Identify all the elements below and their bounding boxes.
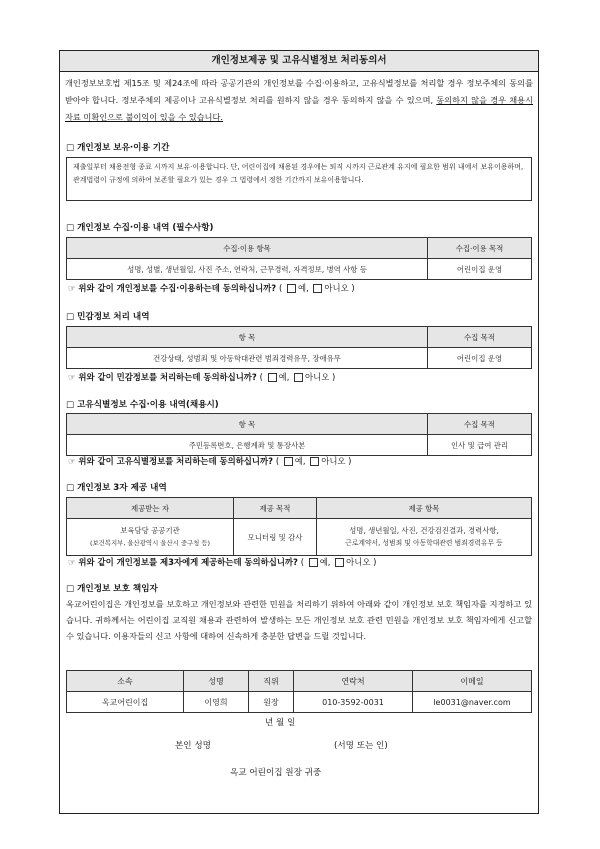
officer-col-org: 소속 bbox=[67, 671, 184, 692]
collection-item: 성명, 성별, 생년월일, 사진 주소, 연락처, 근무경력, 자격정보, 병역 사항 등 bbox=[67, 259, 428, 280]
officer-position: 원장 bbox=[249, 692, 294, 713]
sensitive-table bbox=[66, 326, 532, 369]
table-row bbox=[67, 435, 532, 456]
addressee: 옥교 어린이집 원장 귀중 bbox=[230, 768, 322, 778]
third-party-items-line2: 근로계약서, 성범죄 및 아동학대관련 범죄경력유무 등 bbox=[345, 539, 503, 547]
unique-id-no-checkbox[interactable] bbox=[310, 457, 319, 466]
sensitive-yes-label: 예, bbox=[278, 372, 290, 382]
third-party-items bbox=[317, 519, 532, 556]
date-line: 년 월 일 bbox=[265, 718, 296, 728]
signer-label: 본인 성명 bbox=[175, 741, 211, 751]
consent-form bbox=[59, 50, 539, 814]
collection-purpose: 어린이집 운영 bbox=[428, 259, 532, 280]
unique-id-yes-checkbox[interactable] bbox=[284, 457, 293, 466]
collection-consent: ☞ 위와 같이 개인정보를 수집·이용하는데 동의하십니까? ( 예, 아니오 ) bbox=[68, 283, 355, 293]
unique-id-heading: □ 고유식별정보 수집·이용 내역(채용시) bbox=[66, 400, 219, 410]
third-party-yes-label: 예, bbox=[319, 557, 331, 567]
sensitive-col-item: 항 목 bbox=[67, 327, 428, 348]
third-party-yes-checkbox[interactable] bbox=[309, 558, 318, 567]
officer-email: le0031@naver.com bbox=[413, 692, 532, 713]
unique-id-yes-label: 예, bbox=[294, 456, 306, 466]
third-party-recipient-sub: (보건복지부, 울산광역시 울산시 중구청 등) bbox=[89, 539, 211, 547]
intro-warning: 동의하지 않을 경우 채용시 자료 미확인으로 불이익이 있을 수 있습니다. bbox=[65, 95, 533, 122]
third-party-recipient bbox=[67, 519, 234, 556]
third-party-no-label: 아니오 bbox=[346, 557, 371, 567]
collection-no-checkbox[interactable] bbox=[313, 284, 322, 293]
table-row bbox=[67, 519, 532, 556]
sensitive-consent: ☞ 위와 같이 민감정보를 처리하는데 동의하십니까? ( 예, 아니오 ) bbox=[68, 372, 336, 382]
unique-id-no-label: 아니오 bbox=[321, 456, 346, 466]
sensitive-no-checkbox[interactable] bbox=[294, 373, 303, 382]
intro-paragraph bbox=[65, 75, 533, 126]
third-party-table bbox=[66, 497, 532, 556]
unique-id-consent-question: ☞ 위와 같이 고유식별정보를 처리하는데 동의하십니까? bbox=[68, 456, 273, 466]
signer-hint: (서명 또는 인) bbox=[334, 741, 388, 751]
third-party-col-recipient: 제공받는 자 bbox=[67, 498, 234, 519]
collection-heading: □ 개인정보 수집·이용 내역 (필수사항) bbox=[66, 223, 214, 233]
officer-phone: 010-3592-0031 bbox=[294, 692, 413, 713]
retention-text: 제출일부터 채용전형 종료 시까지 보유·이용합니다. 단, 어린이집에 채용된 경우에는 퇴직 시까지 근로관계 유지에 필요한 범위 내에서 보유이용하며, 관계법령이 규정에 의하여 보존할 필요가 있는 경우 그 법령에서 정한 기간까지 보유이용합니다. bbox=[66, 157, 532, 201]
unique-id-col-purpose: 수집 목적 bbox=[428, 414, 532, 435]
officer-table bbox=[66, 670, 532, 713]
third-party-recipient-main: 보육담당 공공기관 bbox=[120, 526, 180, 535]
unique-id-purpose: 인사 및 급여 관리 bbox=[428, 435, 532, 456]
sensitive-consent-question: ☞ 위와 같이 민감정보를 처리하는데 동의하십니까? bbox=[68, 372, 257, 382]
collection-table bbox=[66, 237, 532, 280]
third-party-heading: □ 개인정보 3자 제공 내역 bbox=[66, 483, 167, 493]
officer-col-position: 직위 bbox=[249, 671, 294, 692]
sensitive-col-purpose: 수집 목적 bbox=[428, 327, 532, 348]
retention-heading: □ 개인정보 보유·이용 기간 bbox=[66, 143, 170, 153]
sensitive-heading: □ 민감정보 처리 내역 bbox=[66, 312, 150, 322]
collection-no-label: 아니오 bbox=[324, 283, 349, 293]
table-row bbox=[67, 692, 532, 713]
third-party-purpose: 모니터링 및 감사 bbox=[234, 519, 317, 556]
sensitive-no-label: 아니오 bbox=[305, 372, 330, 382]
officer-name: 이영희 bbox=[184, 692, 249, 713]
third-party-consent: ☞ 위와 같이 개인정보를 제3자에게 제공하는데 동의하십니까? ( 예, 아니오 ) bbox=[68, 557, 377, 567]
officer-org: 옥교어린이집 bbox=[67, 692, 184, 713]
third-party-items-line1: 성명, 생년월일, 사진, 건강검진결과, 경력사항, bbox=[349, 526, 499, 535]
sensitive-item: 건강상태, 성범죄 및 아동학대관련 범죄경력유무, 장애유무 bbox=[67, 348, 428, 369]
officer-heading: □ 개인정보 보호 책임자 bbox=[66, 584, 158, 594]
third-party-no-checkbox[interactable] bbox=[335, 558, 344, 567]
unique-id-item: 주민등록번호, 은행계좌 및 통장사본 bbox=[67, 435, 428, 456]
officer-col-phone: 연락처 bbox=[294, 671, 413, 692]
third-party-consent-question: ☞ 위와 같이 개인정보를 제3자에게 제공하는데 동의하십니까? bbox=[68, 557, 298, 567]
unique-id-table bbox=[66, 413, 532, 456]
third-party-col-purpose: 제공 목적 bbox=[234, 498, 317, 519]
third-party-col-items: 제공 항목 bbox=[317, 498, 532, 519]
collection-yes-checkbox[interactable] bbox=[287, 284, 296, 293]
officer-col-name: 성명 bbox=[184, 671, 249, 692]
collection-col-purpose: 수집·이용 목적 bbox=[428, 238, 532, 259]
collection-col-item: 수집·이용 항목 bbox=[67, 238, 428, 259]
unique-id-col-item: 항 목 bbox=[67, 414, 428, 435]
officer-text: 옥교어린이집은 개인정보를 보호하고 개인정보와 관련한 민원을 처리하기 위하여 아래와 같이 개인정보 보호 책임자를 지정하고 있습니다. 귀하께서는 어린이집 교직원 채용과 관련하여 발생하는 모든 개인정보 보호 관련 민원을 개인정보 보호 책임자에게 신고할 수 있습니다. 이용자들의 신고 사항에 대하여 신속하게 충분한 답변을 드릴 것입니다. bbox=[66, 599, 532, 641]
sensitive-yes-checkbox[interactable] bbox=[268, 373, 277, 382]
collection-consent-question: ☞ 위와 같이 개인정보를 수집·이용하는데 동의하십니까? bbox=[68, 283, 277, 293]
intro-text: 개인정보보호법 제15조 및 제24조에 따라 공공기관의 개인정보를 수집·이용하고, 고유식별정보를 처리할 경우 정보주체의 동의를 받아야 합니다. 정보주체의 제공이나 고유식별정보 처리를 원하지 않을 경우 동의하지 않을 수 있으며, bbox=[65, 78, 533, 105]
form-title: 개인정보제공 및 고유식별정보 처리동의서 bbox=[60, 51, 538, 72]
collection-yes-label: 예, bbox=[297, 283, 309, 293]
sensitive-purpose: 어린이집 운영 bbox=[428, 348, 532, 369]
officer-col-email: 이메일 bbox=[413, 671, 532, 692]
unique-id-consent: ☞ 위와 같이 고유식별정보를 처리하는데 동의하십니까? ( 예, 아니오 ) bbox=[68, 456, 352, 466]
table-row bbox=[67, 348, 532, 369]
table-row bbox=[67, 259, 532, 280]
